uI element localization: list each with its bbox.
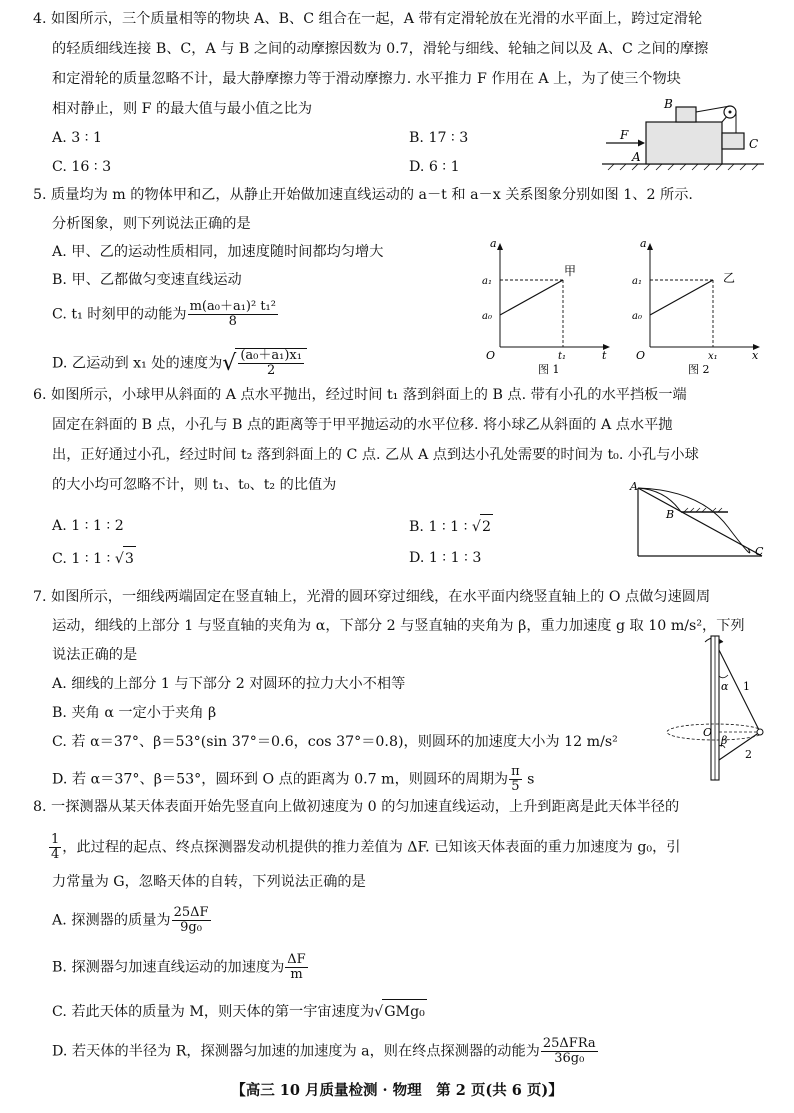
q5-option-d [52,348,307,378]
q7-option-d [52,765,534,794]
q8-b-numerator: ΔF [287,952,306,967]
q6-figure-incline [628,480,768,560]
q8-option-b-fraction [285,953,307,982]
q5-fig2-axis-x: x [752,349,759,362]
q5-fig2-x1: x₁ [708,351,718,362]
q6-option-d: D. 1 ∶ 1 ∶ 3 [409,550,482,566]
q5-fig1-a1: a₁ [482,276,492,287]
q4-option-d: D. 6 ∶ 1 [409,159,460,175]
q8-option-a-fraction [172,906,211,935]
q7-option-d-fraction [509,765,522,794]
q5-fig1-label-jia: 甲 [564,264,577,278]
q6-fig-label-a: A [630,480,638,493]
q8-line-2-text: ，此过程的起点、终点探测器发动机提供的推力差值为 ΔF. 已知该天体表面的重力加速度为 g₀，引 [62,839,681,856]
q5-fig1-axis-t: t [602,349,607,362]
q4-figure-blocks [598,92,768,172]
q5-c-numerator: m(a₀＋a₁)² t₁² [189,299,276,314]
sqrt-sign-icon: √ [222,351,237,376]
q5-fig2-caption: 图 2 [688,363,710,375]
q4-line-4: 相对静止，则 F 的最大值与最小值之比为 [52,101,313,117]
q6-line-4: 的大小均可忽略不计，则 t₁、t₀、t₂ 的比值为 [52,477,337,493]
q8-option-b-text: B. 探测器匀加速直线运动的加速度为 [52,959,285,976]
q6-option-c: C. 1 ∶ 1 ∶ √3 [52,546,136,572]
q6-fig-label-c: C [755,545,764,558]
q5-option-d-text: D. 乙运动到 x₁ 处的速度为 [52,355,223,372]
q4-line-1: 4. 如图所示，三个质量相等的物块 A、B、C 组合在一起，A 带有定滑轮放在光滑的水平面上，跨过定滑轮 [33,11,703,27]
q7-option-d-unit: s [527,771,535,788]
q7-fig-line-2: 2 [745,748,752,761]
q7-option-d-text: D. 若 α＝37°、β＝53°，圆环到 O 点的距离为 0.7 m，则圆环的周期为 [52,771,509,788]
q8-d-numerator: 25ΔFRa [542,1036,596,1051]
q8-option-c-text: C. 若此天体的质量为 M，则天体的第一宇宙速度为 [52,1004,375,1020]
q5-fig1-a0: a₀ [482,311,492,322]
q4-fig-label-a: A [632,150,641,164]
q5-line-1: 5. 质量均为 m 的物体甲和乙，从静止开始做加速直线运动的 a－t 和 a－x 关系图象分别如图 1、2 所示. [33,187,693,203]
q8-quarter-denominator: 4 [51,847,60,862]
page-footer: 【高三 10 月质量检测 · 物理 第 2 页(共 6 页)】 [231,1082,563,1099]
q8-line-3: 力常量为 G，忽略天体的自转，下列说法正确的是 [52,874,366,890]
q4-fig-label-f: F [620,128,629,142]
q4-option-c: C. 16 ∶ 3 [52,159,112,175]
q5-c-denominator: 8 [228,314,237,329]
q4-option-b: B. 17 ∶ 3 [409,130,469,146]
q5-figure-2-graph [628,235,768,375]
q8-option-b [52,953,309,982]
q5-line-2: 分析图象，则下列说法正确的是 [52,216,251,232]
q5-fig1-caption: 图 1 [538,363,560,375]
q8-a-numerator: 25ΔF [173,905,209,920]
q5-fig1-t1: t₁ [558,351,567,362]
q5-option-c-fraction [188,300,278,329]
q6-line-1: 6. 如图所示，小球甲从斜面的 A 点水平抛出，经过时间 t₁ 落到斜面上的 B 点. 带有小孔的水平挡板一端 [33,387,687,403]
q6-option-c-radicand: 3 [123,546,136,572]
q8-b-denominator: m [290,967,303,982]
q6-line-3: 出，正好通过小孔，经过时间 t₂ 落到斜面上的 C 点. 乙从 A 点到达小孔处需要的时间为 t₀. 小孔与小球 [52,447,699,463]
q7-fig-beta: β [721,734,728,747]
q5-fig2-a0: a₀ [632,311,642,322]
q5-fig2-a1: a₁ [632,276,642,287]
q7-d-numerator: π [511,764,520,779]
q5-d-numerator: (a₀＋a₁)x₁ [240,348,302,363]
q8-option-d-fraction [541,1037,598,1066]
q6-line-2: 固定在斜面的 B 点，小孔与 B 点的距离等于甲平抛运动的水平位移. 将小球乙从斜面的 A 点水平抛 [52,417,673,433]
q5-fig1-axis-a: a [490,237,497,250]
q6-option-b-radicand: 2 [480,514,493,540]
q8-line-1: 8. 一探测器从某天体表面开始先竖直向上做初速度为 0 的匀加速直线运动，上升到距离是此天体半径的 [33,799,680,815]
q7-line-2: 运动，细线的上部分 1 与竖直轴的夹角为 α，下部分 2 与竖直轴的夹角为 β，重力加速度 g 取 10 m/s²，下列 [52,618,745,634]
q7-fig-origin: O [703,726,713,739]
q8-option-d-text: D. 若天体的半径为 R，探测器匀加速的加速度为 a，则在终点探测器的动能为 [52,1043,540,1060]
q7-line-3: 说法正确的是 [52,647,138,663]
q4-fig-label-c: C [749,137,759,151]
q5-fig2-label-yi: 乙 [723,271,736,285]
q6-option-a: A. 1 ∶ 1 ∶ 2 [52,518,124,534]
q6-option-b-text: B. 1 ∶ 1 ∶ [409,519,468,535]
q5-option-a: A. 甲、乙的运动性质相同，加速度随时间都均匀增大 [52,244,384,260]
q5-option-d-fraction [238,349,304,378]
q5-fig1-origin: O [486,349,496,362]
q7-option-c: C. 若 α＝37°、β＝53°(sin 37°＝0.6，cos 37°＝0.8)，则圆环的加速度大小为 12 m/s² [52,734,618,750]
q5-d-denominator: 2 [267,363,276,378]
q8-option-a [52,906,212,935]
q7-d-denominator: 5 [511,779,520,794]
q4-line-3: 和定滑轮的质量忽略不计，最大静摩擦力等于滑动摩擦力. 水平推力 F 作用在 A 上，为了使三个物块 [52,71,681,87]
q4-option-a: A. 3 ∶ 1 [52,130,103,146]
q8-quarter-numerator: 1 [51,832,60,847]
q7-line-1: 7. 如图所示，一细线两端固定在竖直轴上，光滑的圆环穿过细线，在水平面内绕竖直轴上的 O 点做匀速圆周 [33,589,711,605]
q5-option-c [52,300,279,329]
q4-fig-label-b: B [664,97,673,111]
q7-option-a: A. 细线的上部分 1 与下部分 2 对圆环的拉力大小不相等 [52,676,406,692]
q8-option-c: C. 若此天体的质量为 M，则天体的第一宇宙速度为√GMg₀ [52,999,427,1025]
q7-fig-alpha: α [721,680,729,693]
q5-option-c-text: C. t₁ 时刻甲的动能为 [52,306,187,323]
q5-option-b: B. 甲、乙都做匀变速直线运动 [52,272,242,288]
q6-option-c-text: C. 1 ∶ 1 ∶ [52,551,111,567]
q6-fig-label-b: B [666,508,675,521]
q8-option-c-radicand: GMg₀ [382,999,427,1025]
q5-fig2-origin: O [636,349,646,362]
q8-d-denominator: 36g₀ [554,1051,585,1066]
q8-option-a-text: A. 探测器的质量为 [52,912,171,929]
q8-line-2 [48,833,680,862]
q5-fig2-axis-a: a [640,237,647,250]
q8-a-denominator: 9g₀ [180,920,202,935]
q7-option-b: B. 夹角 α 一定小于夹角 β [52,705,217,721]
q8-quarter-fraction [49,833,61,862]
q7-figure-ring [655,632,773,782]
q7-fig-line-1: 1 [743,680,750,693]
q4-line-2: 的轻质细线连接 B、C，A 与 B 之间的动摩擦因数为 0.7，滑轮与细线、轮轴之间以及 A、C 之间的摩擦 [52,41,709,57]
q8-option-d [52,1037,599,1066]
q5-figure-1-graph [478,235,618,375]
q6-option-b: B. 1 ∶ 1 ∶ √2 [409,514,493,540]
